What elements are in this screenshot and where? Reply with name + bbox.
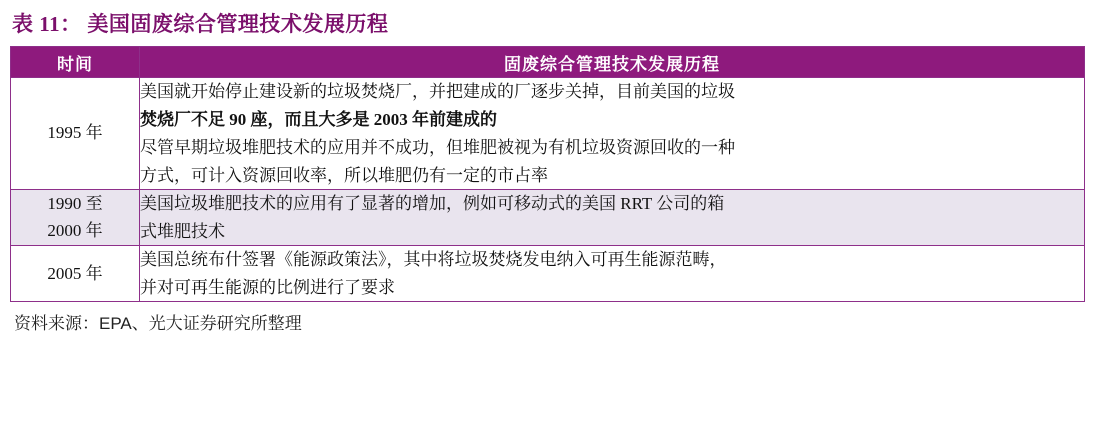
cell-time [11,190,140,246]
cell-time: 2005 年 [11,246,140,302]
source-value: EPA、光大证券研究所整理 [99,314,302,334]
cell-description [140,246,1085,302]
description-line: 尽管早期垃圾堆肥技术的应用并不成功，但堆肥被视为有机垃圾资源回收的一种 [140,138,735,158]
table-header-row [11,47,1085,78]
description-paragraph [140,190,1084,245]
source-note [14,309,1085,334]
column-header-time: 时间 [11,47,140,78]
description-line: 并对可再生能源的比例进行了要求 [140,277,395,297]
table-body [11,78,1085,302]
cell-description [140,190,1085,246]
table-row [11,190,1085,246]
description-paragraph [140,78,1084,133]
table-row [11,246,1085,302]
source-label: 资料来源： [14,314,99,334]
table-header [11,47,1085,78]
description-line: 美国总统布什签署《能源政策法》，其中将垃圾焚烧发电纳入可再生能源范畴， [140,250,727,270]
description-line: 方式，可计入资源回收率，所以堆肥仍有一定的市占率 [140,165,548,185]
cell-time-line: 1990 至 [47,194,103,214]
description-line: 美国垃圾堆肥技术的应用有了显著的增加，例如可移动式的美国 RRT 公司的箱 [140,194,725,214]
table-row [11,78,1085,190]
cell-time-line: 2000 年 [47,220,103,240]
cell-time: 1995 年 [11,78,140,190]
history-table [10,46,1085,302]
description-line: 式堆肥技术 [140,221,225,241]
table-title: 表 11： 美国固废综合管理技术发展历程 [12,12,389,36]
description-paragraph [140,134,1084,189]
description-line-emphasis: 焚烧厂不足 90 座，而且大多是 2003 年前建成的 [140,109,497,129]
cell-description [140,78,1085,190]
description-line: 美国就开始停止建设新的垃圾焚烧厂，并把建成的厂逐步关掉，目前美国的垃圾 [140,82,735,101]
column-header-description: 固废综合管理技术发展历程 [140,47,1085,78]
description-paragraph [140,246,1084,301]
